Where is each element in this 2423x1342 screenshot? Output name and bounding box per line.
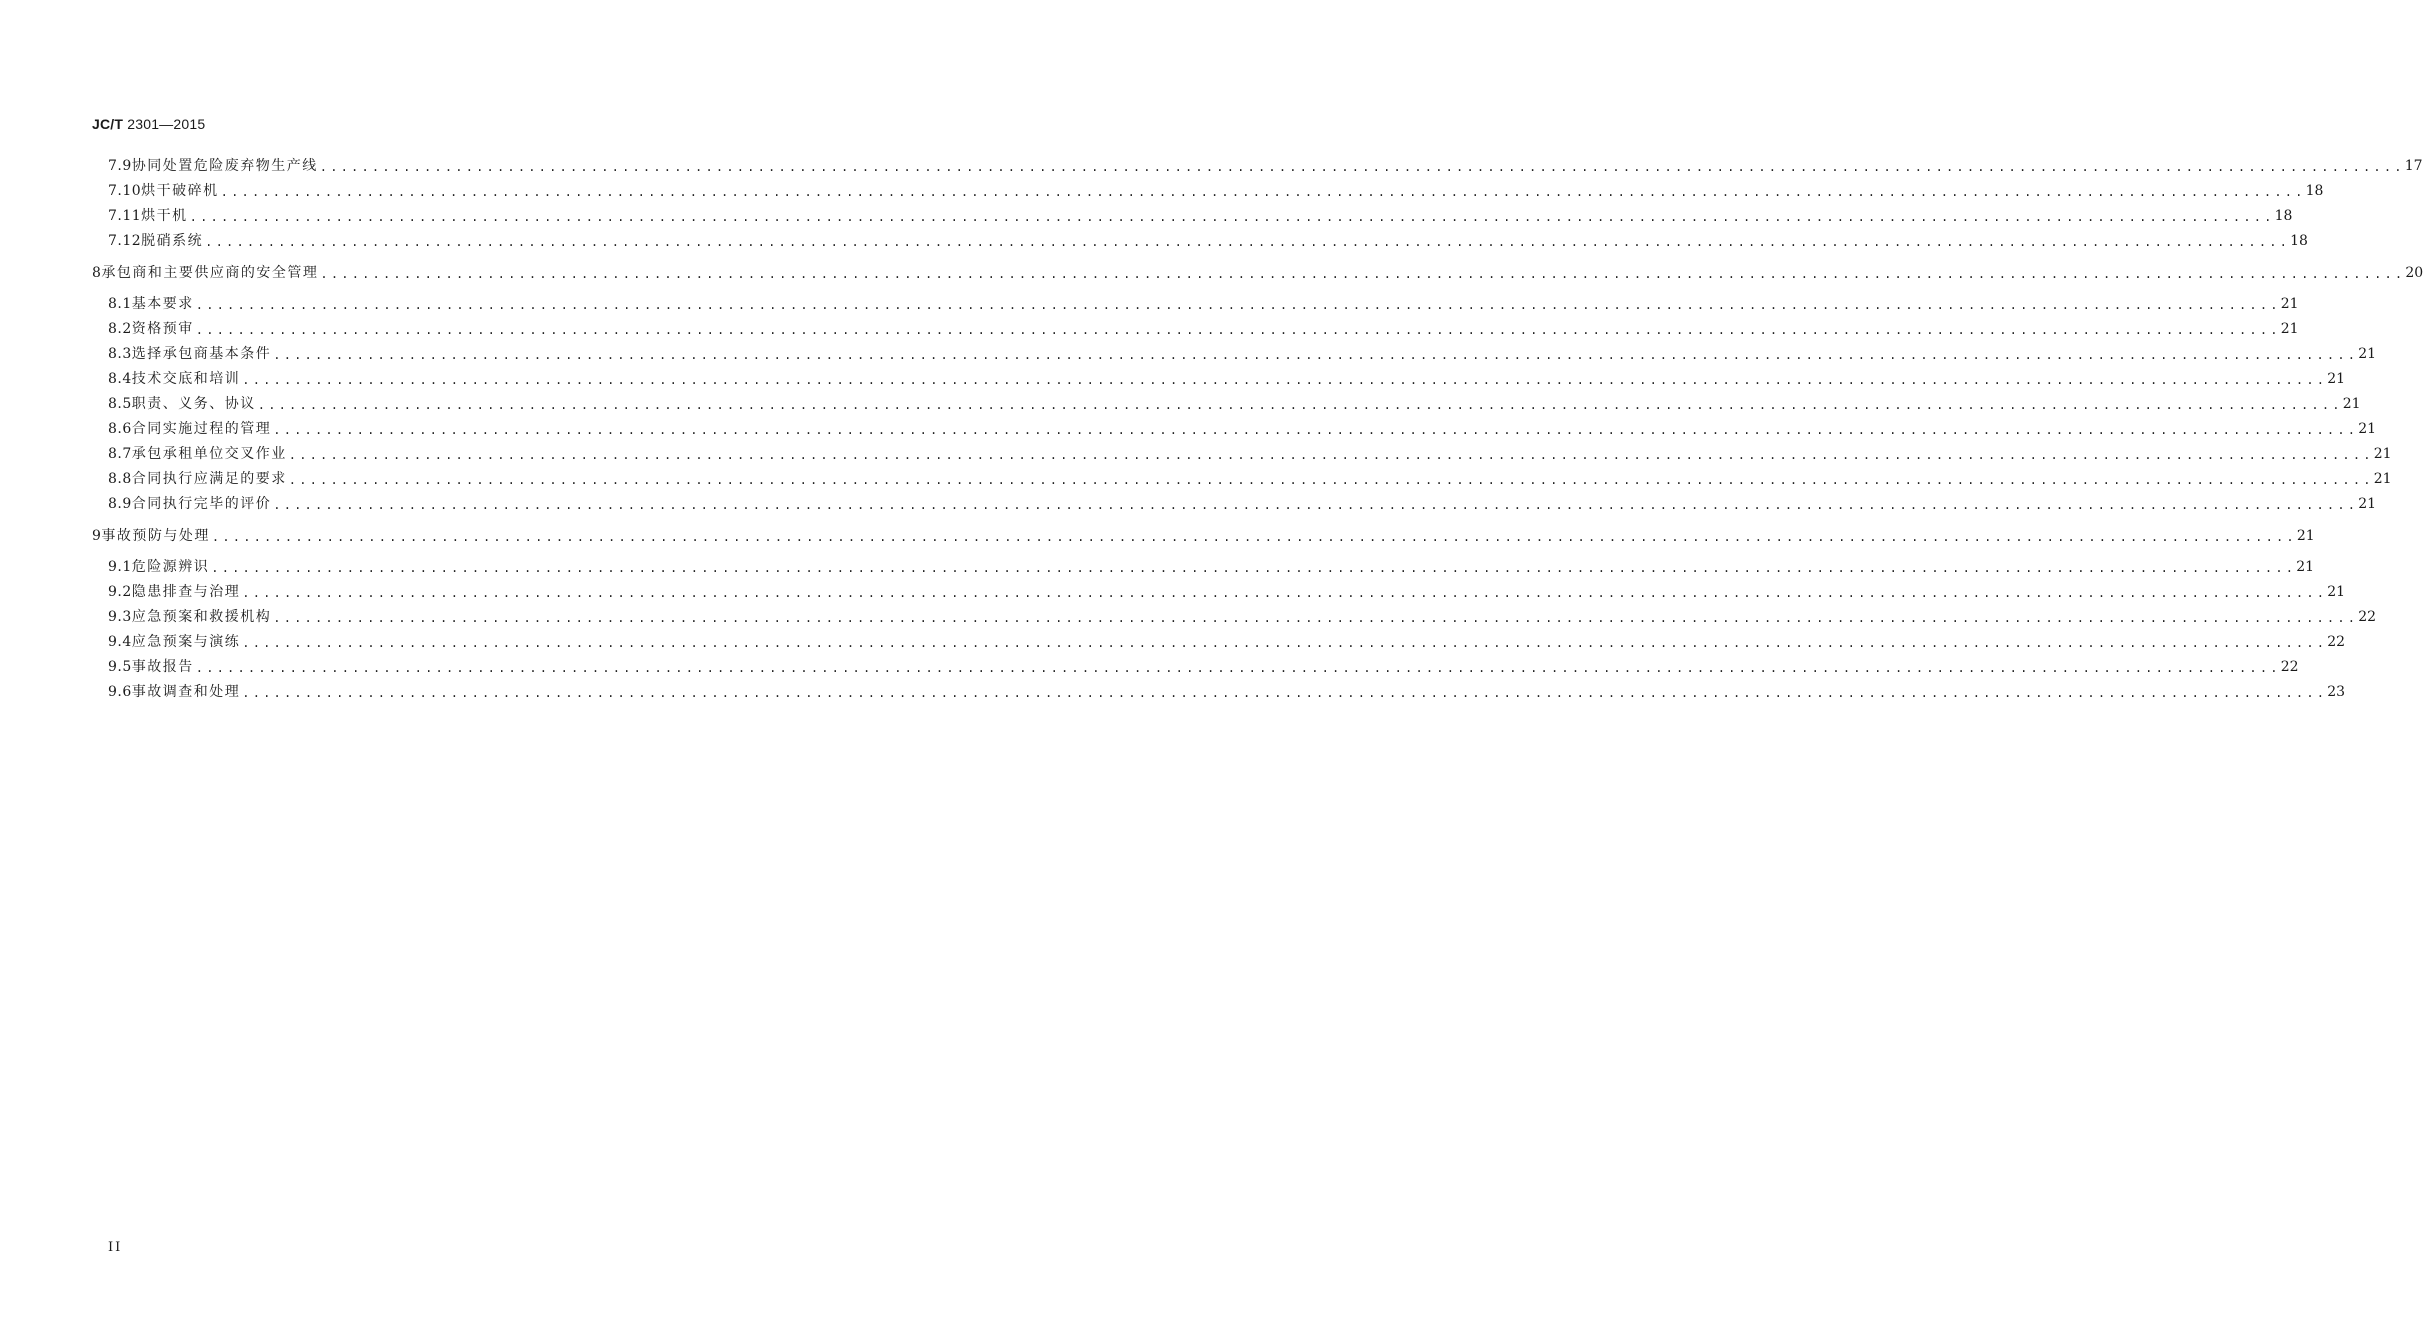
toc-entry-number: 8.1 [108, 296, 132, 312]
toc-entry[interactable] [0, 181, 2324, 201]
toc-dot-leader: ........................................................................................................................................................................................................ [242, 373, 2328, 387]
toc-dot-leader: ........................................................................................................................................................................................................ [257, 398, 2343, 412]
toc-entry-number: 9.2 [108, 584, 132, 600]
toc-entry[interactable] [0, 494, 2377, 514]
toc-dot-leader: ........................................................................................................................................................................................................ [320, 267, 2406, 281]
toc-entry-title: 基本要求 [131, 296, 194, 312]
toc-entry[interactable] [0, 607, 2377, 627]
toc-entry-title: 合同实施过程的管理 [131, 421, 272, 437]
toc-entry-title: 选择承包商基本条件 [131, 346, 272, 362]
toc-entry-number: 9.4 [108, 634, 132, 650]
toc-entry-number: 7.10 [108, 183, 142, 199]
toc-dot-leader: ........................................................................................................................................................................................................ [288, 448, 2374, 462]
toc-entry-title: 职责、义务、协议 [131, 396, 256, 412]
toc-entry-title: 烘干破碎机 [141, 183, 219, 199]
toc-entry-page: 21 [2327, 584, 2346, 600]
toc-dot-leader: ........................................................................................................................................................................................................ [288, 473, 2374, 487]
toc-entry-page: 18 [2305, 183, 2324, 199]
toc-entry-number: 9.1 [108, 559, 132, 575]
toc-entry[interactable] [0, 682, 2346, 702]
toc-dot-leader: ........................................................................................................................................................................................................ [220, 185, 2306, 199]
toc-entry-title: 资格预审 [131, 321, 194, 337]
toc-entry-title: 应急预案和救援机构 [131, 609, 272, 625]
toc-entry-page: 21 [2373, 471, 2392, 487]
toc-entry-title: 合同执行完毕的评价 [131, 496, 272, 512]
toc-entry[interactable] [0, 582, 2346, 602]
toc-entry[interactable] [0, 263, 2423, 283]
toc-entry-number: 8.3 [108, 346, 132, 362]
toc-dot-leader: ........................................................................................................................................................................................................ [319, 160, 2405, 174]
toc-entry-number: 8.7 [108, 446, 132, 462]
toc-dot-leader: ........................................................................................................................................................................................................ [273, 348, 2359, 362]
toc-entry-title: 烘干机 [141, 208, 188, 224]
toc-entry-title: 隐患排查与治理 [131, 584, 241, 600]
toc-entry-page: 23 [2327, 684, 2346, 700]
toc-entry[interactable] [0, 206, 2293, 226]
toc-entry-number: 9.3 [108, 609, 132, 625]
toc-entry-number: 8 [92, 265, 102, 281]
toc-entry[interactable] [0, 657, 2299, 677]
toc-entry-number: 8.2 [108, 321, 132, 337]
toc-entry-page: 20 [2405, 265, 2423, 281]
toc-entry-page: 22 [2280, 659, 2299, 675]
toc-entry-number: 8.4 [108, 371, 132, 387]
toc-entry-title: 承包商和主要供应商的安全管理 [101, 265, 319, 281]
toc-entry-page: 21 [2296, 528, 2315, 544]
toc-entry-number: 7.11 [108, 208, 142, 224]
toc-entry-number: 9.6 [108, 684, 132, 700]
toc-entry[interactable] [0, 419, 2377, 439]
toc-entry-page: 21 [2280, 321, 2299, 337]
toc-entry-number: 8.8 [108, 471, 132, 487]
toc-entry[interactable] [0, 156, 2423, 176]
toc-dot-leader: ........................................................................................................................................................................................................ [189, 210, 2275, 224]
toc-entry-number: 8.9 [108, 496, 132, 512]
toc-entry-number: 8.6 [108, 421, 132, 437]
toc-entry[interactable] [0, 469, 2392, 489]
toc-entry-page: 21 [2358, 346, 2377, 362]
toc-entry-title: 事故预防与处理 [101, 528, 210, 544]
toc-entry-number: 9 [92, 528, 102, 544]
standard-code-prefix: JC/T [92, 116, 124, 132]
toc-entry[interactable] [0, 632, 2346, 652]
toc-dot-leader: ........................................................................................................................................................................................................ [273, 423, 2359, 437]
toc-entry-title: 应急预案与演练 [131, 634, 241, 650]
toc-entry[interactable] [0, 369, 2346, 389]
toc-entry-page: 18 [2274, 208, 2293, 224]
toc-entry-title: 危险源辨识 [131, 559, 210, 575]
toc-entry-title: 事故调查和处理 [131, 684, 241, 700]
toc-dot-leader: ........................................................................................................................................................................................................ [195, 323, 2281, 337]
toc-entry[interactable] [0, 231, 2308, 251]
toc-entry-number: 7.9 [108, 158, 132, 174]
toc-entry-page: 17 [2404, 158, 2423, 174]
toc-entry-number: 8.5 [108, 396, 132, 412]
toc-entry-page: 21 [2373, 446, 2392, 462]
toc-entry-page: 21 [2358, 496, 2377, 512]
toc-entry-page: 21 [2327, 371, 2346, 387]
page-number: II [108, 1240, 123, 1255]
toc-entry-title: 合同执行应满足的要求 [131, 471, 287, 487]
toc-entry-page: 21 [2342, 396, 2361, 412]
toc-entry[interactable] [0, 394, 2361, 414]
toc-entry-title: 协同处置危险废弃物生产线 [131, 158, 318, 174]
toc-entry-title: 技术交底和培训 [131, 371, 241, 387]
toc-entry[interactable] [0, 294, 2299, 314]
toc-entry-title: 脱硝系统 [141, 233, 204, 249]
toc-entry-number: 9.5 [108, 659, 132, 675]
standard-code-number: 2301—2015 [123, 116, 206, 132]
toc-dot-leader: ........................................................................................................................................................................................................ [273, 611, 2359, 625]
toc-entry-page: 22 [2358, 609, 2377, 625]
toc-entry-page: 21 [2296, 559, 2315, 575]
toc-entry[interactable] [0, 557, 2315, 577]
toc-entry[interactable] [0, 319, 2299, 339]
toc-entry-page: 21 [2280, 296, 2299, 312]
toc-dot-leader: ........................................................................................................................................................................................................ [242, 686, 2328, 700]
toc-dot-leader: ........................................................................................................................................................................................................ [205, 235, 2291, 249]
toc-entry-title: 承包承租单位交叉作业 [131, 446, 287, 462]
toc-entry-page: 18 [2290, 233, 2308, 249]
toc-dot-leader: ........................................................................................................................................................................................................ [242, 586, 2328, 600]
toc-entry[interactable] [0, 344, 2377, 364]
standard-code [92, 116, 205, 132]
toc-dot-leader: ........................................................................................................................................................................................................ [195, 298, 2281, 312]
toc-dot-leader: ........................................................................................................................................................................................................ [195, 661, 2281, 675]
toc-dot-leader: ........................................................................................................................................................................................................ [242, 636, 2328, 650]
toc-entry-number: 7.12 [108, 233, 142, 249]
toc-entry-page: 21 [2358, 421, 2377, 437]
toc-dot-leader: ........................................................................................................................................................................................................ [211, 530, 2297, 544]
toc-entry-page: 22 [2327, 634, 2346, 650]
toc-entry[interactable] [0, 526, 2315, 546]
toc-entry[interactable] [0, 444, 2392, 464]
toc-dot-leader: ........................................................................................................................................................................................................ [273, 498, 2359, 512]
toc-entry-title: 事故报告 [131, 659, 194, 675]
toc-dot-leader: ........................................................................................................................................................................................................ [211, 561, 2297, 575]
